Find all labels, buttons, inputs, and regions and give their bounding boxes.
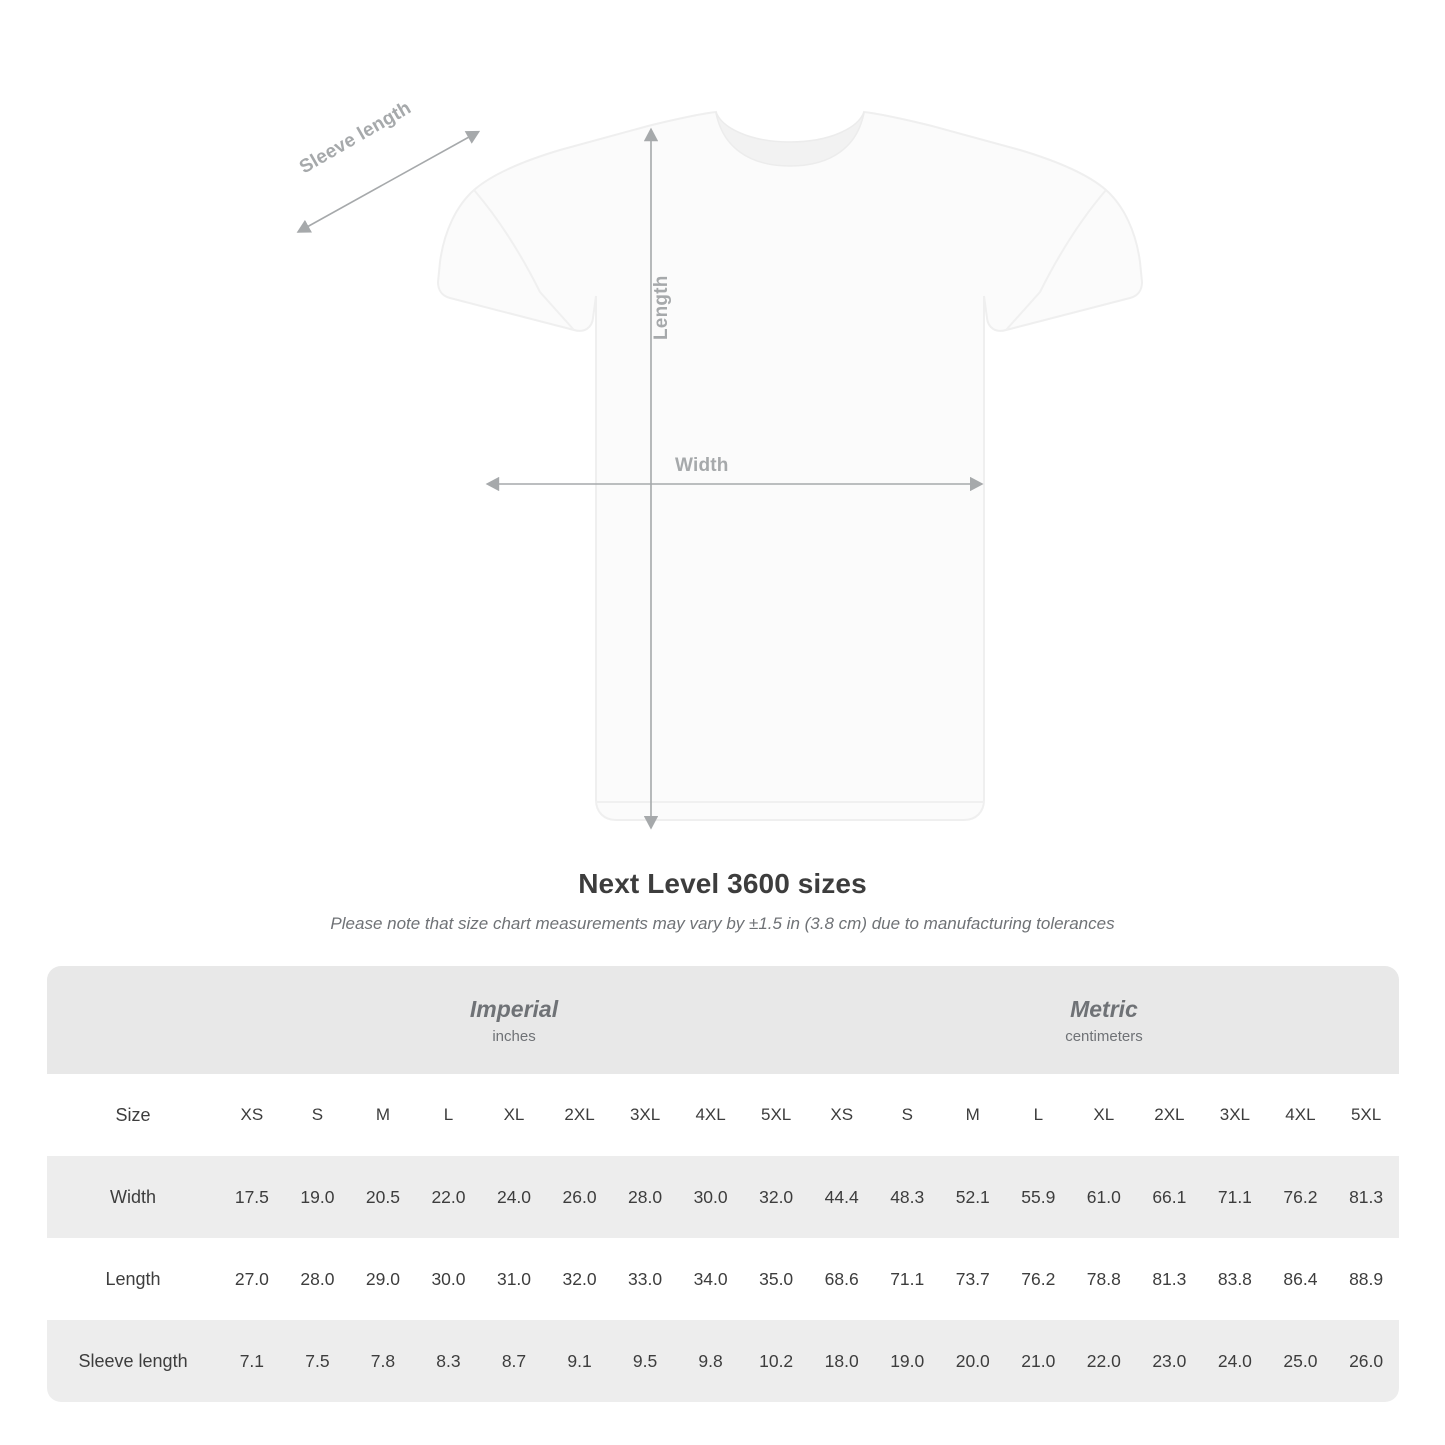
- cell-sleeve-met-xs: 18.0: [809, 1320, 875, 1402]
- cell-sleeve-imp-xl: 8.7: [481, 1320, 547, 1402]
- table-row-sleeve-length: [47, 1320, 1399, 1402]
- cell-width-met-3xl: 71.1: [1202, 1156, 1268, 1238]
- col-met-xl: XL: [1071, 1074, 1137, 1156]
- cell-length-imp-xs: 27.0: [219, 1238, 285, 1320]
- col-imp-3xl: 3XL: [612, 1074, 678, 1156]
- unit-header-row: [47, 966, 1399, 1074]
- cell-sleeve-met-3xl: 24.0: [1202, 1320, 1268, 1402]
- cell-sleeve-met-m: 20.0: [940, 1320, 1006, 1402]
- col-imp-l: L: [416, 1074, 482, 1156]
- title-block: [0, 868, 1445, 934]
- cell-length-met-3xl: 83.8: [1202, 1238, 1268, 1320]
- col-met-2xl: 2XL: [1137, 1074, 1203, 1156]
- cell-length-imp-5xl: 35.0: [743, 1238, 809, 1320]
- cell-length-imp-s: 28.0: [285, 1238, 351, 1320]
- imperial-sub: inches: [492, 1027, 536, 1045]
- cell-width-met-m: 52.1: [940, 1156, 1006, 1238]
- cell-length-met-xs: 68.6: [809, 1238, 875, 1320]
- col-imp-4xl: 4XL: [678, 1074, 744, 1156]
- metric-sub: centimeters: [1065, 1027, 1143, 1045]
- col-met-m: M: [940, 1074, 1006, 1156]
- cell-sleeve-imp-s: 7.5: [285, 1320, 351, 1402]
- cell-width-met-xl: 61.0: [1071, 1156, 1137, 1238]
- cell-sleeve-met-l: 21.0: [1006, 1320, 1072, 1402]
- table-row-width: [47, 1156, 1399, 1238]
- table-row-length: [47, 1238, 1399, 1320]
- cell-sleeve-met-xl: 22.0: [1071, 1320, 1137, 1402]
- cell-length-met-l: 76.2: [1006, 1238, 1072, 1320]
- cell-length-imp-4xl: 34.0: [678, 1238, 744, 1320]
- cell-width-imp-m: 20.5: [350, 1156, 416, 1238]
- cell-width-met-s: 48.3: [874, 1156, 940, 1238]
- cell-width-met-2xl: 66.1: [1137, 1156, 1203, 1238]
- cell-width-met-xs: 44.4: [809, 1156, 875, 1238]
- cell-length-imp-xl: 31.0: [481, 1238, 547, 1320]
- cell-width-imp-3xl: 28.0: [612, 1156, 678, 1238]
- cell-width-imp-xl: 24.0: [481, 1156, 547, 1238]
- col-met-xs: XS: [809, 1074, 875, 1156]
- cell-sleeve-imp-m: 7.8: [350, 1320, 416, 1402]
- cell-width-met-5xl: 81.3: [1333, 1156, 1399, 1238]
- cell-sleeve-met-2xl: 23.0: [1137, 1320, 1203, 1402]
- shirt-shape: [438, 112, 1142, 820]
- row-header-size: Size: [47, 1074, 219, 1156]
- cell-width-met-4xl: 76.2: [1268, 1156, 1334, 1238]
- row-label-length: Length: [47, 1238, 219, 1320]
- col-imp-s: S: [285, 1074, 351, 1156]
- tolerance-note: Please note that size chart measurements may vary by ±1.5 in (3.8 cm) due to manufacturing tolerances: [330, 914, 1115, 933]
- col-imp-xl: XL: [481, 1074, 547, 1156]
- cell-sleeve-imp-2xl: 9.1: [547, 1320, 613, 1402]
- col-imp-2xl: 2XL: [547, 1074, 613, 1156]
- cell-sleeve-imp-l: 8.3: [416, 1320, 482, 1402]
- imperial-name: Imperial: [469, 996, 559, 1023]
- cell-sleeve-imp-4xl: 9.8: [678, 1320, 744, 1402]
- col-imp-m: M: [350, 1074, 416, 1156]
- cell-length-met-s: 71.1: [874, 1238, 940, 1320]
- metric-name: Metric: [1070, 996, 1138, 1023]
- cell-length-met-2xl: 81.3: [1137, 1238, 1203, 1320]
- col-met-l: L: [1006, 1074, 1072, 1156]
- cell-length-imp-2xl: 32.0: [547, 1238, 613, 1320]
- cell-length-met-m: 73.7: [940, 1238, 1006, 1320]
- size-table: [47, 966, 1399, 1402]
- cell-length-met-xl: 78.8: [1071, 1238, 1137, 1320]
- row-label-sleeve-length: Sleeve length: [47, 1320, 219, 1402]
- unit-group-metric: [809, 966, 1399, 1074]
- cell-width-imp-xs: 17.5: [219, 1156, 285, 1238]
- col-imp-xs: XS: [219, 1074, 285, 1156]
- unit-group-imperial: [219, 966, 809, 1074]
- unit-header-blank: [47, 966, 219, 1074]
- cell-width-imp-4xl: 30.0: [678, 1156, 744, 1238]
- cell-length-imp-l: 30.0: [416, 1238, 482, 1320]
- cell-length-imp-m: 29.0: [350, 1238, 416, 1320]
- col-imp-5xl: 5XL: [743, 1074, 809, 1156]
- cell-sleeve-imp-3xl: 9.5: [612, 1320, 678, 1402]
- cell-width-met-l: 55.9: [1006, 1156, 1072, 1238]
- width-label: Width: [675, 455, 729, 476]
- page-title: Next Level 3600 sizes: [578, 868, 867, 899]
- cell-sleeve-imp-xs: 7.1: [219, 1320, 285, 1402]
- size-table-container: [47, 966, 1399, 1402]
- col-met-3xl: 3XL: [1202, 1074, 1268, 1156]
- cell-sleeve-met-5xl: 26.0: [1333, 1320, 1399, 1402]
- cell-length-met-4xl: 86.4: [1268, 1238, 1334, 1320]
- cell-sleeve-met-4xl: 25.0: [1268, 1320, 1334, 1402]
- col-met-4xl: 4XL: [1268, 1074, 1334, 1156]
- row-label-width: Width: [47, 1156, 219, 1238]
- length-label: Length: [651, 275, 672, 340]
- cell-width-imp-s: 19.0: [285, 1156, 351, 1238]
- sleeve-length-label: Sleeve length: [296, 97, 415, 179]
- size-header-row: [47, 1074, 1399, 1156]
- col-met-s: S: [874, 1074, 940, 1156]
- cell-width-imp-2xl: 26.0: [547, 1156, 613, 1238]
- cell-sleeve-met-s: 19.0: [874, 1320, 940, 1402]
- cell-sleeve-imp-5xl: 10.2: [743, 1320, 809, 1402]
- cell-width-imp-l: 22.0: [416, 1156, 482, 1238]
- col-met-5xl: 5XL: [1333, 1074, 1399, 1156]
- cell-length-imp-3xl: 33.0: [612, 1238, 678, 1320]
- cell-length-met-5xl: 88.9: [1333, 1238, 1399, 1320]
- cell-width-imp-5xl: 32.0: [743, 1156, 809, 1238]
